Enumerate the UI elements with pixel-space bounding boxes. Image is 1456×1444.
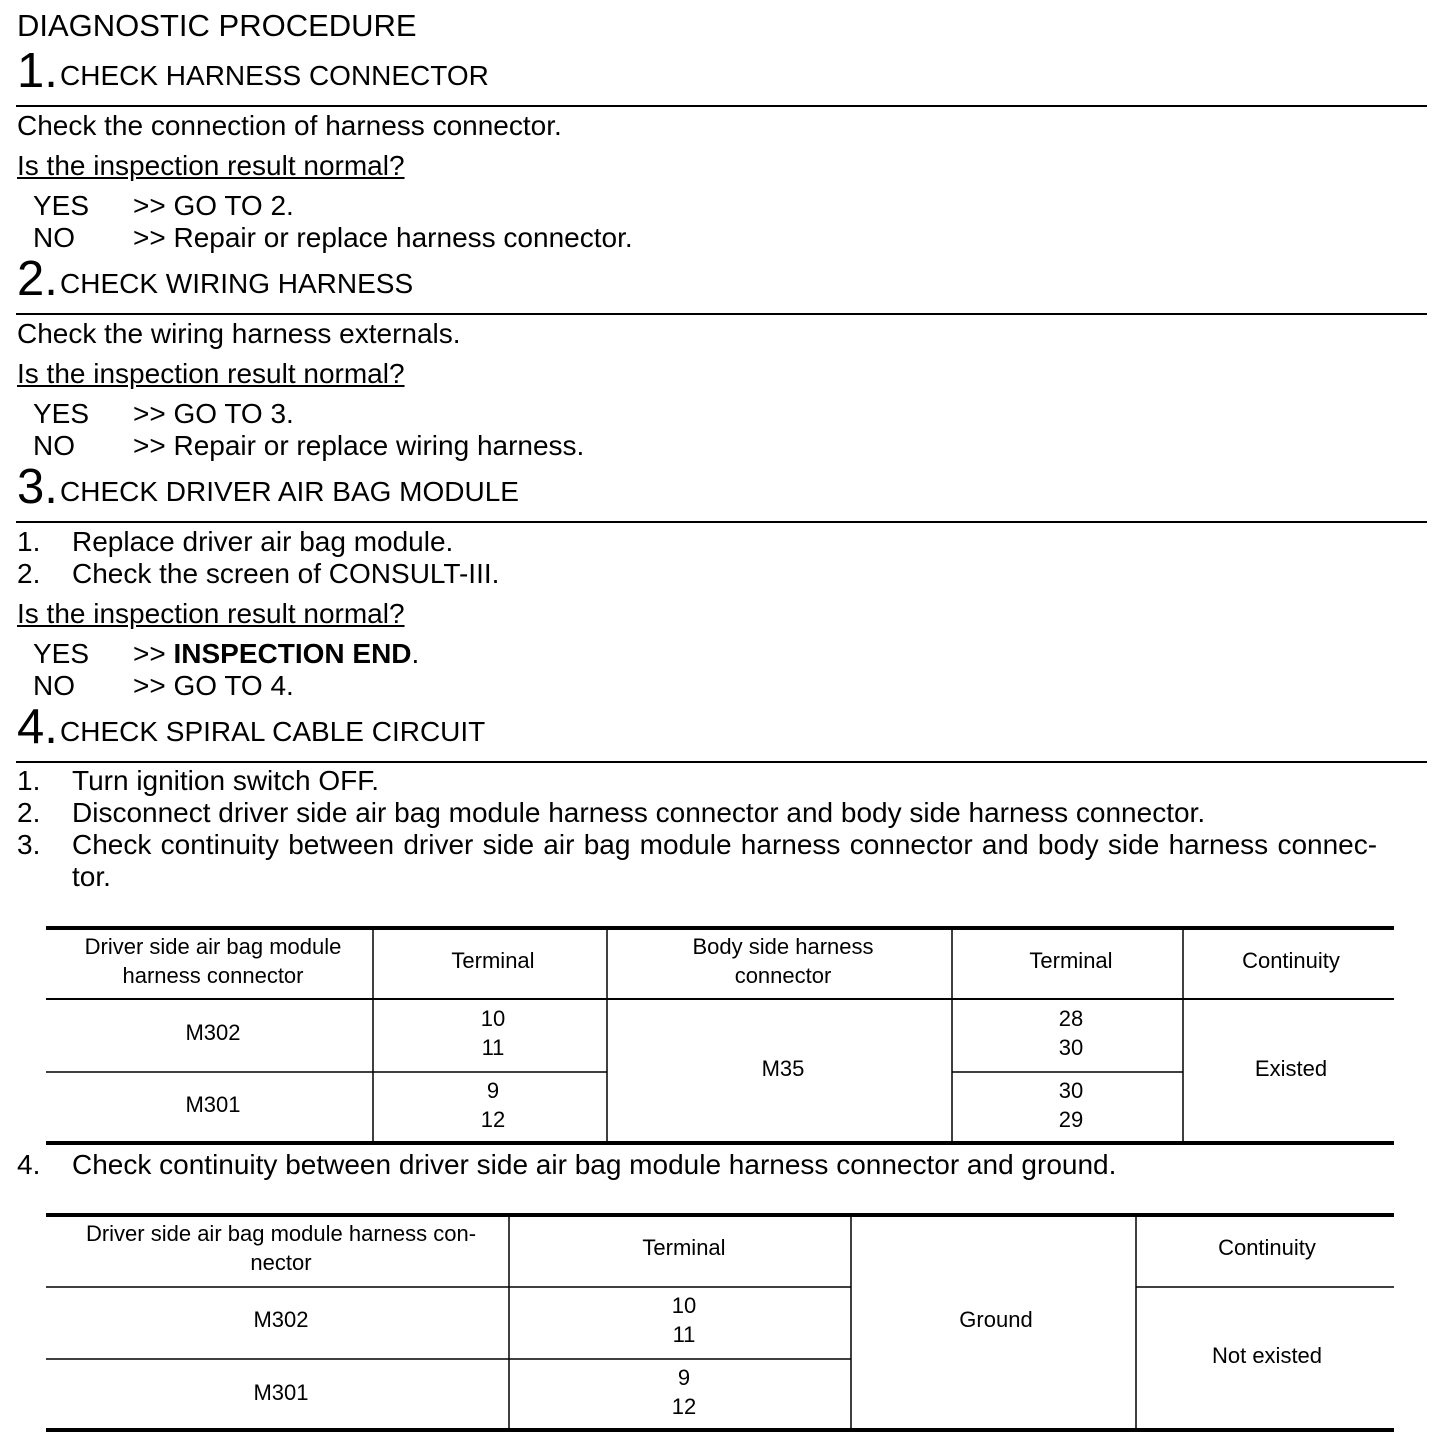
inspection-question: Is the inspection result normal? [17,598,405,629]
list-number: 2. [17,797,41,828]
list-text: Check continuity between driver side air bag module harness connector and body side harness connec- [72,829,1378,860]
answer-value: >> GO TO 4. [133,670,294,701]
answer-value: >> Repair or replace harness connector. [133,222,633,253]
inspection-question: Is the inspection result normal? [17,358,405,389]
header-body-connector-2: connector [734,963,832,988]
list-number: 1. [17,765,41,796]
step-heading: CHECK DRIVER AIR BAG MODULE [60,476,519,507]
list-text: Disconnect driver side air bag module harness connector and body side harness connector. [72,797,1206,828]
cell-connector: M301 [185,1092,241,1117]
step-number: 4. [17,700,58,754]
list-text: Replace driver air bag module. [72,526,454,557]
header-terminal: Terminal [642,1235,726,1260]
header-terminal: Terminal [451,948,535,973]
list-number: 4. [17,1149,41,1180]
cell-terminal: 9 [677,1365,691,1390]
list-number: 1. [17,526,41,557]
answer-value: >> GO TO 3. [133,398,294,429]
step-instruction: Check the connection of harness connector. [17,110,562,141]
step-heading: CHECK SPIRAL CABLE CIRCUIT [60,716,486,747]
cell-body-terminal: 28 [1058,1006,1084,1031]
list-text: Turn ignition switch OFF. [72,765,380,796]
page-title: DIAGNOSTIC PROCEDURE [17,8,417,43]
inspection-end-label: INSPECTION END [173,638,412,669]
answer-key: NO [33,430,75,461]
cell-continuity: Not existed [1211,1343,1323,1368]
answer-value: >> Repair or replace wiring harness. [133,430,585,461]
step-instruction: Check the wiring harness externals. [17,318,461,349]
header-driver-connector: Driver side air bag module [84,934,342,959]
list-item [0,1149,1440,1183]
cell-connector: M301 [253,1380,309,1405]
cell-body-connector: M35 [761,1056,805,1081]
cell-body-terminal: 30 [1058,1078,1084,1103]
step-number: 2. [17,252,58,306]
answer-key: NO [33,670,75,701]
list-text: Check continuity between driver side air bag module harness connector and ground. [72,1149,1117,1180]
cell-ground: Ground [959,1307,1033,1332]
cell-body-terminal: 29 [1058,1107,1084,1132]
cell-connector: M302 [185,1020,241,1045]
cell-terminal: 10 [480,1006,506,1031]
step-heading: CHECK WIRING HARNESS [60,268,414,299]
header-driver-connector-2: nector [250,1250,312,1275]
step-number: 3. [17,460,58,514]
answer-key: YES [33,398,90,429]
answer-key: NO [33,222,75,253]
header-driver-connector-2: harness connector [122,963,304,988]
header-continuity: Continuity [1218,1235,1316,1260]
answer-prefix: >> [133,638,174,669]
header-continuity: Continuity [1242,948,1340,973]
cell-terminal: 11 [481,1035,505,1060]
answer-value: >> GO TO 2. [133,190,294,221]
header-driver-connector: Driver side air bag module harness con- [85,1221,477,1246]
cell-continuity: Existed [1254,1056,1328,1081]
list-text-continued: tor. [72,861,111,892]
list-number: 2. [17,558,41,589]
cell-terminal: 10 [671,1293,697,1318]
cell-terminal: 11 [672,1322,696,1347]
inspection-question: Is the inspection result normal? [17,150,405,181]
answer-key: YES [33,638,90,669]
cell-terminal: 9 [486,1078,500,1103]
step-number: 1. [17,44,58,98]
answer-key: YES [33,190,90,221]
cell-body-terminal: 30 [1058,1035,1084,1060]
cell-connector: M302 [253,1307,309,1332]
cell-terminal: 12 [671,1394,697,1419]
answer-suffix: . [411,638,420,669]
list-text: Check the screen of CONSULT-III. [72,558,500,589]
cell-terminal: 12 [480,1107,506,1132]
step-heading: CHECK HARNESS CONNECTOR [60,60,489,91]
list-number: 3. [17,829,41,860]
header-body-connector: Body side harness [692,934,874,959]
header-terminal: Terminal [1029,948,1113,973]
